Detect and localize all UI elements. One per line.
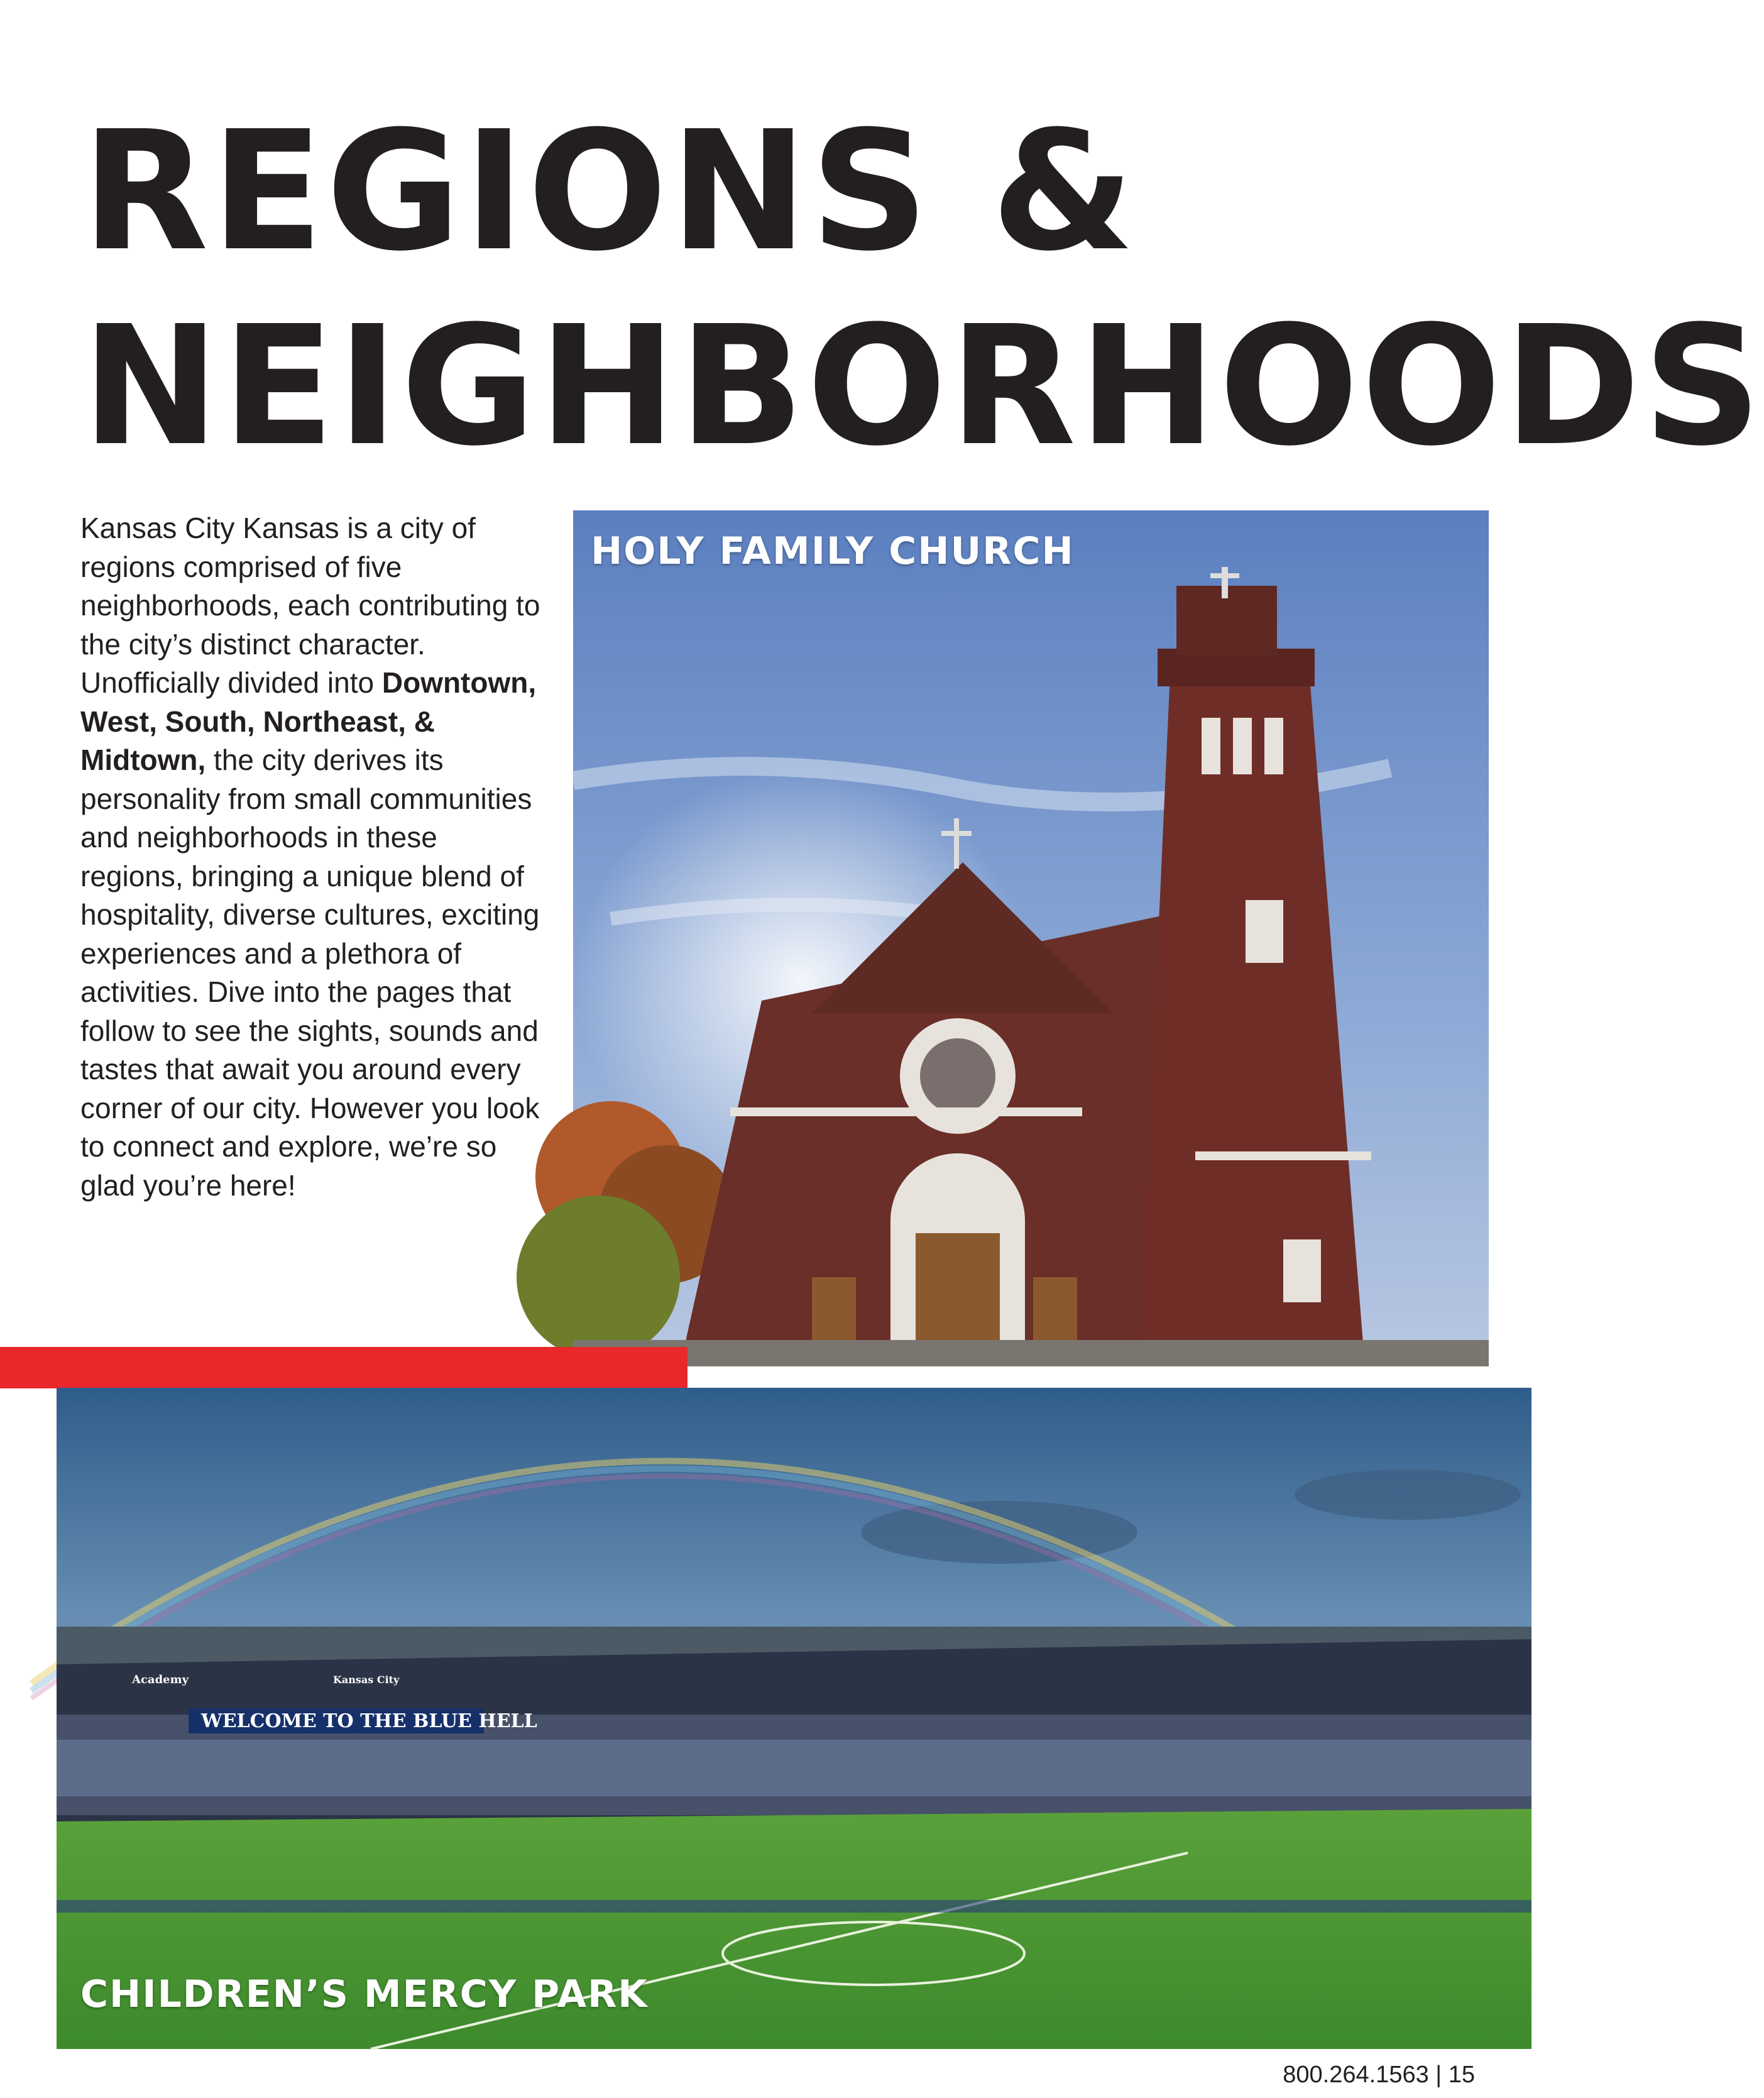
stadium-photo: [57, 1388, 1531, 2049]
footer-phone: 800.264.1563: [1283, 2062, 1429, 2088]
red-accent-bar: [0, 1347, 688, 1388]
intro-paragraph: [80, 509, 545, 1205]
page-title: [82, 94, 1764, 484]
intro-text-end: the city derives its personality from small communities and neighborhoods in these regions, bringing a unique blend of hospitality, diverse cultures, exciting experiences and a plethora of activities. Dive into the pages that follow to see the sights, sounds and tastes that await you around every corner of our city. However you look to connect and explore, we’re so glad you’re here!: [80, 744, 540, 1202]
stadium-illustration: [57, 1388, 1531, 2049]
church-photo: [573, 510, 1489, 1366]
church-photo-caption: HOLY FAMILY CHURCH: [591, 529, 1075, 573]
church-illustration: [573, 510, 1489, 1366]
intro-text-start: Kansas City Kansas is a city of regions comprised of five neighborhoods, each contributing to the city’s distinct character. Unofficially divided into: [80, 512, 540, 699]
footer-separator: |: [1435, 2062, 1442, 2088]
page-footer: [1283, 2062, 1475, 2089]
stadium-sign-text: WELCOME TO THE BLUE HELL: [201, 1710, 537, 1732]
stadium-sign-text: Kansas City: [333, 1674, 400, 1686]
stadium-sign-text: Academy: [132, 1673, 189, 1686]
intro-regions-bold: Downtown, West, South, Northeast, & Midtown,: [80, 666, 537, 776]
stadium-photo-caption: CHILDREN’S MERCY PARK: [80, 1972, 649, 2016]
page-number: 15: [1448, 2062, 1475, 2088]
page-title-line-1: REGIONS &: [82, 96, 1137, 287]
page-title-line-2: NEIGHBORHOODS: [82, 290, 1764, 482]
